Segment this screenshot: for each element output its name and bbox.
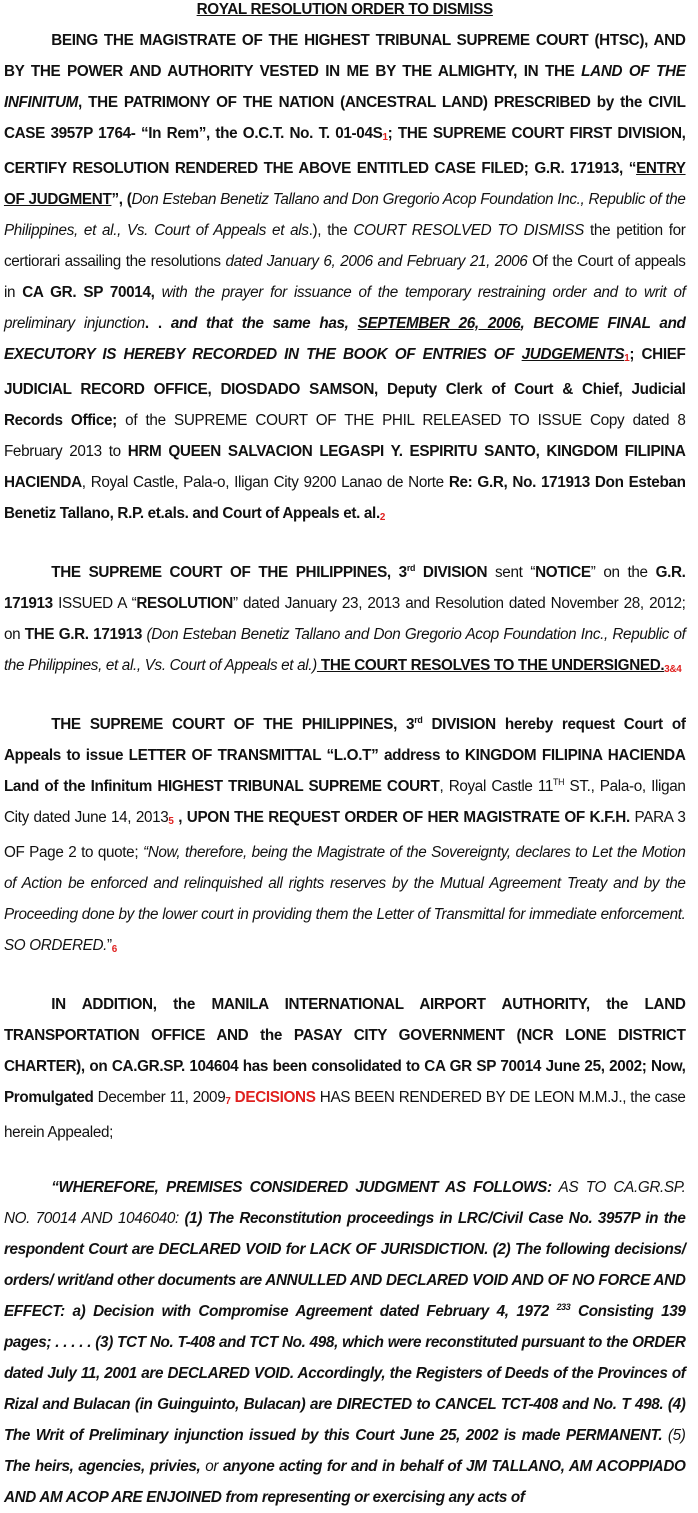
p1-r: , BECOME FINAL and EXECUTORY IS HEREBY RECORDED IN THE BOOK OF ENTRIES OF [3, 315, 686, 363]
p5-f: The heirs, agencies, privies, [3, 1458, 201, 1475]
p1-w: , Royal Castle, Pala-o, Iligan City 9200 Lanao de Norte [81, 474, 449, 491]
p5-b: AS TO CA.GR.SP. NO. 70014 AND 1046040: [3, 1179, 686, 1227]
p5-e: (5) [662, 1427, 686, 1444]
p2-h: RESOLUTION [136, 595, 233, 612]
p1-d: ; THE SUPREME COURT FIRST DIVISION, CERTIFY RESOLUTION RENDERED THE ABOVE ENTITLED CASE FILED; G.R. 171913, “ [3, 125, 686, 177]
p5-g: or [200, 1458, 223, 1475]
paragraph-4 [4, 989, 686, 1148]
paragraph-5 [4, 1172, 686, 1513]
p1-i: COURT RESOLVED TO DISMISS [353, 222, 584, 239]
p1-h: .), the [308, 222, 354, 239]
p3-e: , [173, 809, 187, 826]
p1-v: HRM QUEEN SALVACION LEGASPI Y. ESPIRITU SANTO, KINGDOM FILIPINA HACIENDA [3, 443, 686, 491]
p1-o: . . [144, 315, 171, 332]
p1-g: Don Esteban Benetiz Tallano and Don Gregorio Acop Foundation Inc., Republic of the Philippines, et al., Vs. Court of Appeals et als [3, 191, 686, 239]
p5-d: Consisting 139 pages; . . . . . (3) TCT No. T-408 and TCT No. 498, which were reconstituted pursuant to the ORDER dated July 11, 2001 are DECLARED VOID. Accordingly, the Registers of Deeds of the Provinces of Rizal and Bulacan (in Guinguinto, Bulacan) are DIRECTED to CANCEL TCT-408 and No. T 498. (4) The Writ of Preliminary injunction issued by this Court June 25, 2002 is made PERMANENT. [3, 1303, 686, 1444]
p1-n: with the prayer for issuance of the temporary restraining order and to writ of preliminary injunction [3, 284, 686, 332]
p1-p: and that the same has, [170, 315, 358, 332]
footnote-2: 2 [379, 512, 385, 523]
footnote-5: 5 [168, 816, 174, 827]
footnote-3-4: 3&4 [664, 664, 682, 675]
p3-c: , Royal Castle 11 [439, 778, 554, 795]
p1-k: dated January 6, 2006 and February 21, 2006 [225, 253, 528, 270]
p3-i: ” [107, 937, 112, 954]
p1-l: Of the Court of appeals in [3, 253, 686, 301]
p3-sup: rd [414, 714, 423, 725]
p3-b: DIVISION hereby request Court of Appeals to issue LETTER OF TRANSMITTAL “L.O.T” address to KINGDOM FILIPINA HACIENDA Land of the Infinitum HIGHEST TRIBUNAL SUPREME COURT [3, 716, 686, 795]
p1-a: BEING THE MAGISTRATE OF THE HIGHEST TRIBUNAL SUPREME COURT (HTSC), AND BY THE POWER AND AUTHORITY VESTED IN ME BY THE ALMIGHTY, IN THE [3, 32, 686, 80]
p1-m: CA GR. SP 70014, [22, 284, 155, 301]
p3-sup2: TH [553, 776, 565, 787]
footnote-6: 6 [111, 944, 117, 955]
p3-f: UPON THE REQUEST ORDER OF HER MAGISTRATE OF K.F.H. [186, 809, 630, 826]
p2-sup: rd [406, 562, 416, 573]
p1-t: ; CHIEF JUDICIAL RECORD OFFICE, DIOSDADO SAMSON, Deputy Clerk of Court & Chief, Judicial Records Office; [3, 346, 686, 429]
p2-c: sent “ [487, 564, 536, 581]
paragraph-3 [4, 709, 686, 965]
p1-q: SEPTEMBER 26, 2006 [357, 315, 521, 332]
footnote-7: 7 [225, 1096, 231, 1107]
p5-sup: 233 [556, 1301, 571, 1312]
p4-d: HAS BEEN RENDERED BY DE LEON M.M.J., the case herein Appealed; [3, 1089, 686, 1141]
footnote-1: 1 [382, 132, 388, 143]
p1-s: JUDGEMENTS [521, 346, 625, 363]
p4-a: IN ADDITION, the MANILA INTERNATIONAL AIRPORT AUTHORITY, the LAND TRANSPORTATION OFFICE AND the PASAY CITY GOVERNMENT (NCR LONE DISTRICT CHARTER), on CA.GR.SP. 104604 has been consolidated to CA GR SP 70014 June 25, 2002; Now, Promulgated [3, 996, 686, 1106]
paragraph-1 [4, 25, 686, 533]
p2-b: DIVISION [415, 564, 488, 581]
p3-d: ST., Pala-o, Iligan City dated June 14, 2013 [3, 778, 686, 826]
p2-e: ” on the [590, 564, 656, 581]
p2-d: NOTICE [535, 564, 591, 581]
p5-h: anyone acting for and in behalf of JM TALLANO, AM ACOPPIADO AND AM ACOP ARE ENJOINED from representing or exercising any acts of [3, 1458, 686, 1506]
p2-l: THE COURT RESOLVES TO THE UNDERSIGNED. [316, 657, 665, 674]
footnote-1b: 1 [624, 353, 630, 364]
p1-b: LAND OF THE INFINITUM [3, 63, 686, 111]
p3-a: THE SUPREME COURT OF THE PHILIPPINES, 3 [51, 716, 415, 733]
p4-c: DECISIONS [230, 1089, 316, 1106]
p3-g: PARA 3 OF Page 2 to quote; [3, 809, 686, 861]
p2-g: ISSUED A “ [52, 595, 137, 612]
p4-b: December 11, 2009 [93, 1089, 226, 1106]
p1-u: of the SUPREME COURT OF THE PHIL RELEASED TO ISSUE Copy dated 8 February 2013 to [3, 412, 686, 460]
p1-e: ENTRY OF JUDGMENT [3, 160, 686, 208]
p2-k: (Don Esteban Benetiz Tallano and Don Gregorio Acop Foundation Inc., Republic of the Philippines, et al., Vs. Court of Appeals et al.) [3, 626, 686, 674]
p1-f: ”, ( [111, 191, 132, 208]
paragraph-2 [4, 557, 686, 685]
p3-h: “Now, therefore, being the Magistrate of the Sovereignty, declares to Let the Motion of Action be enforced and relinquished all rights reserves by the Mutual Agreement Treaty and by the Proceeding done by the lower court in providing them the Letter of Transmittal for immediate enforcement. SO ORDERED. [3, 844, 686, 954]
p1-x: Re: G.R, No. 171913 Don Esteban Benetiz Tallano, R.P. et.als. and Court of Appeals et. al. [3, 474, 686, 522]
document-title: ROYAL RESOLUTION ORDER TO DISMISS [196, 1, 493, 18]
p2-i: ” dated January 23, 2013 and Resolution dated November 28, 2012; on [3, 595, 686, 643]
p1-j: the petition for certiorari assailing the resolutions [3, 222, 686, 270]
p2-a: THE SUPREME COURT OF THE PHILIPPINES, 3 [51, 564, 407, 581]
p2-j: THE G.R. 171913 [24, 626, 143, 643]
p1-c: , THE PATRIMONY OF THE NATION (ANCESTRAL LAND) PRESCRIBED by the CIVIL CASE 3957P 1764- “In Rem”, the O.C.T. No. T. 01-04S [3, 94, 686, 142]
p5-a: “WHEREFORE, PREMISES CONSIDERED JUDGMENT AS FOLLOWS: [51, 1179, 552, 1196]
p5-c: (1) The Reconstitution proceedings in LRC/Civil Case No. 3957P in the respondent Court are DECLARED VOID for LACK OF JURISDICTION. (2) The following decisions/ orders/ writ/and other documents are ANNULLED AND DECLARED VOID AND OF NO FORCE AND EFFECT: a) Decision with Compromise Agreement dated February 4, 1972 [3, 1210, 686, 1320]
p2-f: G.R. 171913 [3, 564, 686, 612]
